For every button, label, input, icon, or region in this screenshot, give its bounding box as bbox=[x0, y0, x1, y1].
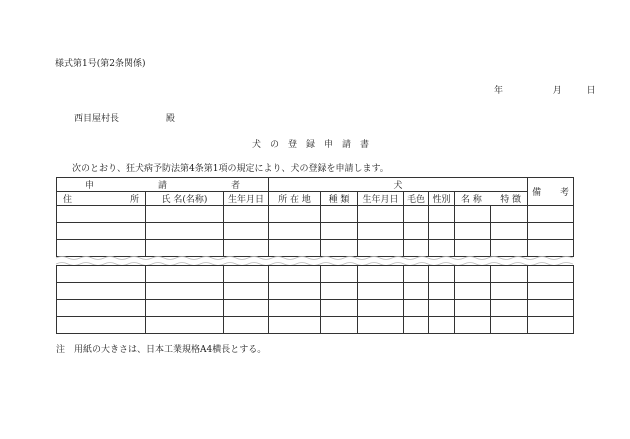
cell-dog-birthdate[interactable] bbox=[358, 240, 404, 257]
cell-breed[interactable] bbox=[321, 317, 358, 334]
cell-dog-location[interactable] bbox=[269, 223, 321, 240]
cell-dog-birthdate[interactable] bbox=[358, 317, 404, 334]
cell-coat-color[interactable] bbox=[404, 317, 429, 334]
cell-dog-location[interactable] bbox=[269, 283, 321, 300]
cell-name[interactable] bbox=[146, 300, 224, 317]
cell-dog-name[interactable] bbox=[455, 317, 491, 334]
cell-name[interactable] bbox=[146, 266, 224, 283]
cell-dog-name[interactable] bbox=[455, 206, 491, 223]
cell-address[interactable] bbox=[57, 223, 146, 240]
addressee-name: 西目屋村長 bbox=[74, 114, 120, 124]
footnote: 注 用紙の大きさは、日本工業規格A4横長とする。 bbox=[56, 345, 267, 355]
cell-sex[interactable] bbox=[429, 223, 455, 240]
cell-birthdate[interactable] bbox=[224, 266, 269, 283]
cell-sex[interactable] bbox=[429, 240, 455, 257]
table-row bbox=[57, 317, 574, 334]
cell-dog-name[interactable] bbox=[455, 240, 491, 257]
cell-features[interactable] bbox=[491, 317, 528, 334]
cell-sex[interactable] bbox=[429, 206, 455, 223]
cell-features[interactable] bbox=[491, 240, 528, 257]
date-line bbox=[494, 83, 596, 96]
cell-features[interactable] bbox=[491, 223, 528, 240]
cell-breed[interactable] bbox=[321, 240, 358, 257]
registration-table-top bbox=[56, 177, 574, 257]
cell-remarks[interactable] bbox=[528, 223, 574, 240]
column-breed: 種 類 bbox=[321, 192, 358, 206]
cell-coat-color[interactable] bbox=[404, 240, 429, 257]
cell-address[interactable] bbox=[57, 283, 146, 300]
honorific: 殿 bbox=[165, 114, 175, 124]
column-dog-birthdate: 生年月日 bbox=[358, 192, 404, 206]
cell-sex[interactable] bbox=[429, 266, 455, 283]
cell-features[interactable] bbox=[491, 206, 528, 223]
cell-coat-color[interactable] bbox=[404, 283, 429, 300]
date-year: 年 bbox=[494, 86, 504, 96]
cell-remarks[interactable] bbox=[528, 300, 574, 317]
date-day: 日 bbox=[586, 86, 596, 96]
cell-coat-color[interactable] bbox=[404, 266, 429, 283]
document-title: 犬の登録申請書 bbox=[251, 140, 378, 150]
cell-name[interactable] bbox=[146, 240, 224, 257]
cell-birthdate[interactable] bbox=[224, 223, 269, 240]
cell-name[interactable] bbox=[146, 317, 224, 334]
cell-breed[interactable] bbox=[321, 223, 358, 240]
date-month: 月 bbox=[552, 86, 562, 96]
form-number: 様式第1号(第2条関係) bbox=[55, 59, 146, 69]
cell-breed[interactable] bbox=[321, 283, 358, 300]
cell-breed[interactable] bbox=[321, 300, 358, 317]
cell-remarks[interactable] bbox=[528, 206, 574, 223]
column-sex: 性別 bbox=[429, 192, 455, 206]
cell-dog-name[interactable] bbox=[455, 300, 491, 317]
cell-dog-location[interactable] bbox=[269, 317, 321, 334]
cell-name[interactable] bbox=[146, 223, 224, 240]
cell-dog-location[interactable] bbox=[269, 300, 321, 317]
cell-coat-color[interactable] bbox=[404, 300, 429, 317]
column-dog-location: 所 在 地 bbox=[269, 192, 321, 206]
table-row bbox=[57, 223, 574, 240]
column-birthdate: 生年月日 bbox=[224, 192, 269, 206]
remarks-header: 備 考 bbox=[528, 178, 574, 206]
table-row bbox=[57, 283, 574, 300]
column-name: 氏 名(名称) bbox=[146, 192, 224, 206]
cell-address[interactable] bbox=[57, 317, 146, 334]
cell-coat-color[interactable] bbox=[404, 223, 429, 240]
cell-dog-location[interactable] bbox=[269, 266, 321, 283]
cell-dog-location[interactable] bbox=[269, 240, 321, 257]
cell-remarks[interactable] bbox=[528, 317, 574, 334]
cell-dog-birthdate[interactable] bbox=[358, 283, 404, 300]
cell-remarks[interactable] bbox=[528, 266, 574, 283]
cell-sex[interactable] bbox=[429, 317, 455, 334]
table-row bbox=[57, 300, 574, 317]
cell-birthdate[interactable] bbox=[224, 300, 269, 317]
cell-dog-birthdate[interactable] bbox=[358, 223, 404, 240]
column-address: 住 所 bbox=[57, 192, 146, 206]
cell-features[interactable] bbox=[491, 283, 528, 300]
addressee bbox=[74, 111, 175, 124]
cell-birthdate[interactable] bbox=[224, 317, 269, 334]
cell-dog-name[interactable] bbox=[455, 223, 491, 240]
cell-remarks[interactable] bbox=[528, 283, 574, 300]
cell-sex[interactable] bbox=[429, 283, 455, 300]
applicant-group-header: 申 請 者 bbox=[57, 178, 269, 192]
registration-table-bottom bbox=[56, 265, 574, 334]
cell-features[interactable] bbox=[491, 300, 528, 317]
intro-text: 次のとおり、狂犬病予防法第4条第1項の規定により、犬の登録を申請します。 bbox=[72, 164, 389, 174]
cell-coat-color[interactable] bbox=[404, 206, 429, 223]
cell-address[interactable] bbox=[57, 300, 146, 317]
cell-dog-birthdate[interactable] bbox=[358, 300, 404, 317]
cell-address[interactable] bbox=[57, 206, 146, 223]
cell-breed[interactable] bbox=[321, 266, 358, 283]
cell-dog-name[interactable] bbox=[455, 266, 491, 283]
cell-dog-name[interactable] bbox=[455, 283, 491, 300]
table-row bbox=[57, 240, 574, 257]
cell-birthdate[interactable] bbox=[224, 283, 269, 300]
cell-sex[interactable] bbox=[429, 300, 455, 317]
cell-birthdate[interactable] bbox=[224, 240, 269, 257]
cell-address[interactable] bbox=[57, 266, 146, 283]
cell-dog-birthdate[interactable] bbox=[358, 206, 404, 223]
cell-name[interactable] bbox=[146, 206, 224, 223]
column-dog-name-features: 名 称 特 徴 bbox=[455, 192, 528, 206]
cell-remarks[interactable] bbox=[528, 240, 574, 257]
cell-dog-birthdate[interactable] bbox=[358, 266, 404, 283]
table-row bbox=[57, 266, 574, 283]
table-row bbox=[57, 206, 574, 223]
cell-address[interactable] bbox=[57, 240, 146, 257]
dog-group-header: 犬 bbox=[269, 178, 528, 192]
cell-breed[interactable] bbox=[321, 206, 358, 223]
column-coat-color: 毛色 bbox=[404, 192, 429, 206]
cell-birthdate[interactable] bbox=[224, 206, 269, 223]
cell-name[interactable] bbox=[146, 283, 224, 300]
cell-dog-location[interactable] bbox=[269, 206, 321, 223]
cell-features[interactable] bbox=[491, 266, 528, 283]
